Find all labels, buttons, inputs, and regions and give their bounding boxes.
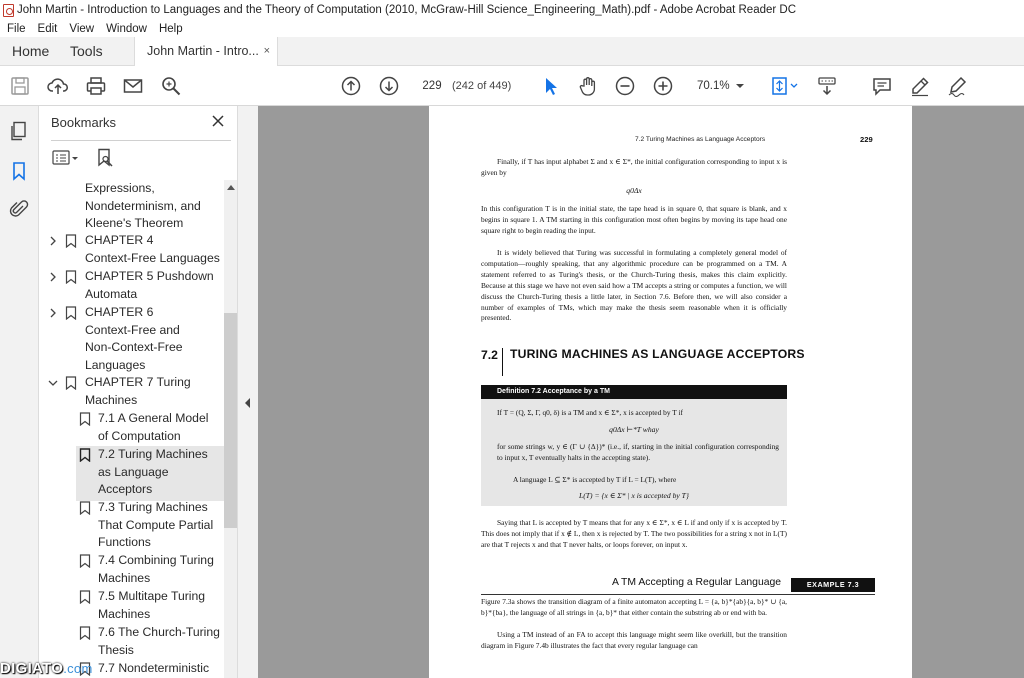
acrobat-app-icon [3, 4, 14, 17]
bookmark-line: Kleene's Theorem [85, 216, 184, 231]
section-title: TURING MACHINES AS LANGUAGE ACCEPTORS [510, 347, 805, 361]
bookmark-item-7-5[interactable] [98, 588, 224, 623]
tab-home[interactable]: Home [12, 43, 50, 59]
definition-line-3: A language L ⊆ Σ* is accepted by T if L = L(T), where [513, 475, 677, 484]
chevron-down-icon[interactable] [48, 378, 58, 388]
attachments-icon[interactable] [8, 198, 30, 220]
page-thumbnails-icon[interactable] [8, 120, 30, 142]
bookmarks-divider [51, 140, 231, 141]
bookmark-item-chapter-5[interactable] [85, 268, 223, 303]
page-number: 229 [860, 135, 873, 144]
next-page-icon[interactable] [378, 75, 400, 97]
comment-icon[interactable] [871, 75, 893, 97]
tab-document[interactable] [134, 37, 278, 66]
add-bookmark-icon[interactable] [95, 147, 117, 169]
toolbar [0, 66, 1024, 106]
document-viewport[interactable] [258, 106, 1024, 678]
close-icon[interactable] [210, 113, 226, 129]
bookmark-line: CHAPTER 6 [85, 305, 154, 319]
bookmark-line: That Compute Partial [98, 517, 214, 532]
bookmark-item-chapter-7[interactable] [85, 374, 223, 409]
menu-window[interactable]: Window [106, 22, 147, 35]
select-cursor-icon[interactable] [540, 75, 562, 97]
bookmark-item-7-4[interactable] [98, 552, 224, 587]
example-rule [481, 594, 875, 595]
menu-bar [0, 20, 1024, 37]
bookmark-line: 7.4 Combining Turing [98, 553, 214, 567]
bookmark-line: Machines [98, 570, 151, 585]
paragraph-3: It is widely believed that Turing was successful in formulating a completely general model of computation—roughly speaking, that any algorithmic procedure can be programmed on a TM. A statement referred to as Turing's thesis, or the Church-Turing thesis, makes this claim explicitly. Because at this stage we have not even said how a TM accepts a string or computes a function, we will discuss the Church-Turing thesis a little later, in Section 7.6. Before then, we will also consider a number of examples of TMs, which may make the thesis seem reasonable when it is officially presented. [481, 248, 787, 323]
panel-collapse-strip[interactable] [238, 106, 258, 678]
chevron-down-icon [736, 84, 744, 88]
title-bar [0, 0, 1024, 20]
paragraph-5: Figure 7.3a shows the transition diagram of a finite automaton accepting L = {a, b}*{ab}{a, b}* ∪ {a, b}*{ba}, the language of all strings in {a, b}* that either contain the substring ab or end with ba. [481, 597, 787, 617]
chevron-right-icon[interactable] [48, 272, 58, 282]
bookmarks-scrollbar[interactable] [224, 180, 237, 678]
bookmark-line: Nondeterminism, and [85, 198, 201, 213]
section-number: 7.2 [481, 348, 503, 376]
bookmark-line: Context-Free Languages [85, 250, 220, 265]
page-number-input[interactable]: 229 [422, 80, 442, 92]
menu-view[interactable]: View [69, 22, 95, 35]
bookmark-flag-icon [79, 412, 91, 426]
bookmark-line: Machines [98, 606, 151, 621]
bookmark-flag-icon [79, 590, 91, 604]
bookmark-line: CHAPTER 5 Pushdown [85, 269, 214, 283]
keyboard-scroll-icon[interactable] [816, 75, 838, 97]
paragraph-4: Saying that L is accepted by T means that for any x ∈ Σ*, x ∈ L if and only if x is accepted by T. This does not imply that if x ∉ L, then x is rejected by T. The two possibilities for a string x not in L(T) are that T rejects x and that T never halts, or loops forever, on input x. [481, 518, 787, 549]
bookmarks-title: Bookmarks [51, 115, 117, 130]
save-icon[interactable] [9, 75, 31, 97]
menu-edit[interactable]: Edit [37, 22, 58, 35]
bookmark-line: CHAPTER 4 [85, 233, 154, 247]
page-count: (242 of 449) [452, 80, 512, 92]
bookmark-item-7-7[interactable] [98, 660, 224, 678]
bookmark-flag-icon [79, 448, 91, 462]
tab-close-icon[interactable]: × [263, 45, 270, 57]
bookmark-line: Machines [85, 392, 138, 407]
bookmark-line: 7.2 Turing Machines [98, 447, 208, 461]
sign-pen-icon[interactable] [946, 75, 968, 97]
hand-tool-icon[interactable] [577, 75, 599, 97]
bookmark-line: 7.3 Turing Machines [98, 500, 208, 514]
watermark-brand: DIGIATO [0, 660, 64, 677]
bookmark-line: Expressions, [85, 181, 155, 195]
bookmark-item-7-2[interactable] [98, 446, 224, 499]
scrollbar-thumb[interactable] [224, 313, 237, 528]
bookmark-item-7-1[interactable] [98, 410, 224, 445]
definition-header: Definition 7.2 Acceptance by a TM [481, 385, 787, 399]
bookmarks-panel [39, 106, 238, 678]
zoom-level-value: 70.1% [697, 80, 730, 92]
bookmark-line: Thesis [98, 642, 134, 657]
search-icon[interactable] [160, 75, 182, 97]
bookmark-line: as Language [98, 464, 169, 479]
bookmark-item-7-6[interactable] [98, 624, 224, 659]
watermark-tld: .com [63, 661, 93, 676]
chevron-right-icon[interactable] [48, 308, 58, 318]
bookmark-line: CHAPTER 7 Turing [85, 375, 191, 389]
menu-help[interactable]: Help [158, 22, 183, 35]
definition-box [481, 399, 787, 506]
bookmark-line: Automata [85, 286, 138, 301]
running-head: 7.2 Turing Machines as Language Acceptors [635, 136, 766, 143]
highlight-pen-icon[interactable] [909, 75, 931, 97]
bookmark-line: Context-Free and [85, 322, 180, 337]
bookmark-flag-icon [65, 234, 77, 248]
bookmark-line: Languages [85, 358, 146, 373]
bookmark-line: Non-Context-Free [85, 340, 183, 355]
collapse-left-icon[interactable] [245, 398, 250, 408]
bookmark-flag-icon [65, 270, 77, 284]
bookmark-line: 7.7 Nondeterministic [98, 661, 210, 675]
zoom-out-icon[interactable] [614, 75, 636, 97]
bookmark-flag-icon [65, 306, 77, 320]
example-badge: EXAMPLE 7.3 [791, 578, 875, 592]
scroll-up-icon[interactable] [227, 185, 235, 190]
zoom-level-dropdown[interactable] [688, 76, 750, 96]
bookmark-line: Functions [98, 535, 151, 550]
bookmark-line: 7.1 A General Model [98, 411, 209, 425]
email-icon[interactable] [122, 75, 144, 97]
print-icon[interactable] [85, 75, 107, 97]
cloud-upload-icon[interactable] [47, 75, 69, 97]
zoom-in-icon[interactable] [652, 75, 674, 97]
definition-line-2: for some strings w, y ∈ (Γ ∪ {Δ})* (i.e., if, starting in the initial configuration corresponding to input x, T eventually halts in the accepting state). [497, 442, 779, 462]
definition-equation-2: L(T) = {x ∈ Σ* | x is accepted by T} [579, 491, 689, 500]
window-title: John Martin - Introduction to Languages and the Theory of Computation (2010, McGraw-Hill Science_Engineering_Math).pdf - Adobe Acrobat Reader DC [17, 4, 797, 16]
pdf-page [429, 106, 912, 678]
bookmark-item-chapter-4[interactable] [85, 232, 223, 267]
watermark [0, 660, 93, 678]
bookmark-flag-icon [65, 376, 77, 390]
bookmarks-icon[interactable] [8, 160, 30, 182]
bookmark-flag-icon [79, 501, 91, 515]
bookmark-flag-icon [79, 626, 91, 640]
definition-equation-1: q0Δx ⊢*T whay [609, 425, 659, 434]
equation-initial-config: q0Δx [626, 186, 642, 195]
bookmark-line: 7.6 The Church-Turing [98, 625, 220, 639]
bookmark-line: Acceptors [98, 482, 153, 497]
fit-page-icon[interactable] [770, 75, 800, 97]
bookmark-item-chapter-6[interactable] [85, 304, 223, 375]
bookmark-line: of Computation [98, 428, 181, 443]
bookmark-options-icon[interactable] [52, 149, 80, 167]
tab-bar [0, 37, 1024, 66]
left-nav-rail [0, 106, 39, 678]
bookmark-item-ch3-continued[interactable] [85, 180, 223, 233]
paragraph-6: Using a TM instead of an FA to accept this language might seem like overkill, but the transition diagram in Figure 7.4b illustrates the fact that every regular language can [481, 630, 787, 650]
tab-tools[interactable]: Tools [70, 43, 103, 59]
definition-line-1: If T = (Q, Σ, Γ, q0, δ) is a TM and x ∈ Σ*, x is accepted by T if [497, 408, 683, 417]
paragraph-2: In this configuration T is in the initial state, the tape head is in square 0, that square is blank, and x begins in square 1. A TM starting in this configuration most often begins by moving its tape head one square right to begin reading the input. [481, 204, 787, 235]
previous-page-icon[interactable] [340, 75, 362, 97]
chevron-right-icon[interactable] [48, 236, 58, 246]
paragraph-1: Finally, if T has input alphabet Σ and x ∈ Σ*, the initial configuration corresponding to input x is given by [481, 157, 787, 177]
example-title: A TM Accepting a Regular Language [612, 577, 782, 588]
bookmarks-list [39, 180, 225, 678]
bookmark-line: 7.5 Multitape Turing [98, 589, 206, 603]
menu-file[interactable]: File [7, 22, 26, 35]
bookmark-item-7-3[interactable] [98, 499, 224, 552]
tab-document-label: John Martin - Intro... [147, 44, 259, 58]
bookmark-flag-icon [79, 554, 91, 568]
